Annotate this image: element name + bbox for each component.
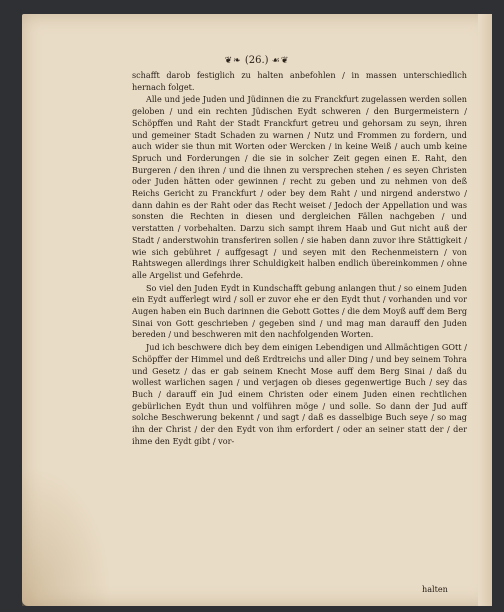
ornament-right-icon: ☙❦	[271, 56, 290, 66]
paragraph-oath-procedure: So viel den Juden Eydt in Kundschafft gebung anlangen thut / so einem Juden ein Eydt aufferlegt wird / soll er zuvor ehe er den Eydt thut / vorhanden und vor Augen haben ein Buch darinnen die Gebott Gottes / die dem Moyß auff dem Berg Sinai von Gott geschrieben / gegeben sind / und mag man darauff den Juden bereden / und beschweren mit den nachfolgenden Worten.	[132, 282, 467, 340]
paragraph-oath-conditions: Alle und jede Juden und Jüdinnen die zu Franckfurt zugelassen werden sollen geloben / und ein rechten Jüdischen Eydt schweren / den Burgermeistern / Schöpffen und Raht der Stadt Franckfurt getreu und gehorsam zu seyn, ihren und gemeiner Stadt Schaden zu warnen / Nutz und Frommen zu fordern, und auch wider sie thun mit Worten oder Wercken / in keine Weiß / auch umb keine Spruch und Forderungen / die sie in solcher Zeit gegen einen E. Raht, den Burgeren / den ihren / und die ihnen zu versprechen stehen / es seyen Christen oder Juden hätten oder gewinnen / recht zu geben und zu nehmen von deß Reichs Gericht zu Franckfurt / oder bey dem Raht / und nirgend anderstwo / dann dahin es der Raht oder das Recht weiset / Jedoch der Appellation und was sonsten die Rechten in diesen und dergleichen Fällen nachgeben / und verstatten / vorbehalten. Darzu sich sampt ihrem Haab und Gut nicht auß der Stadt / anderstwohin transferiren sollen / sie haben dann zuvor ihre Stättigkeit / wie sich gebühret / auffgesagt / und seyen mit den Rechenmeistern / von Rahtswegen allerdings ihrer Schuldigkeit halben endlich übereinkommen / ohne alle Argelist und Gefehrde.	[132, 94, 467, 280]
document-page	[22, 14, 492, 606]
catchword: halten	[422, 584, 448, 594]
body-text	[132, 70, 467, 448]
paragraph-oath-formula: Jud ich beschwere dich bey dem einigen Lebendigen und Allmächtigen GOtt / Schöpffer der Himmel und deß Erdtreichs und aller Ding / und bey seinem Tohra und Gesetz / das er gab seinem Knecht Mose auff dem Berg Sinai / daß du wollest warlichen sagen / und verjagen ob dieses gegenwertige Buch / sey das Buch / darauff ein Jud einem Christen oder einem Juden einen rechtlichen gebürlichen Eydt thun und volführen möge / und solle. So dann der Jud auff solche Beschwerung bekennt / und sagt / daß es dasselbige Buch seye / so mag ihn der Christ / der den Eydt von ihm erfordert / oder an seiner statt der / der ihme den Eydt gibt / vor-	[132, 342, 467, 446]
paragraph-continuation: schafft darob festiglich zu halten anbefohlen / in massen unterschiedlich hernach folget.	[132, 70, 467, 92]
page-number: (26.)	[244, 55, 269, 66]
paper-stain	[22, 466, 112, 606]
page-header	[22, 55, 492, 66]
page-edge	[478, 14, 492, 606]
ornament-left-icon: ❦❧	[224, 56, 242, 66]
